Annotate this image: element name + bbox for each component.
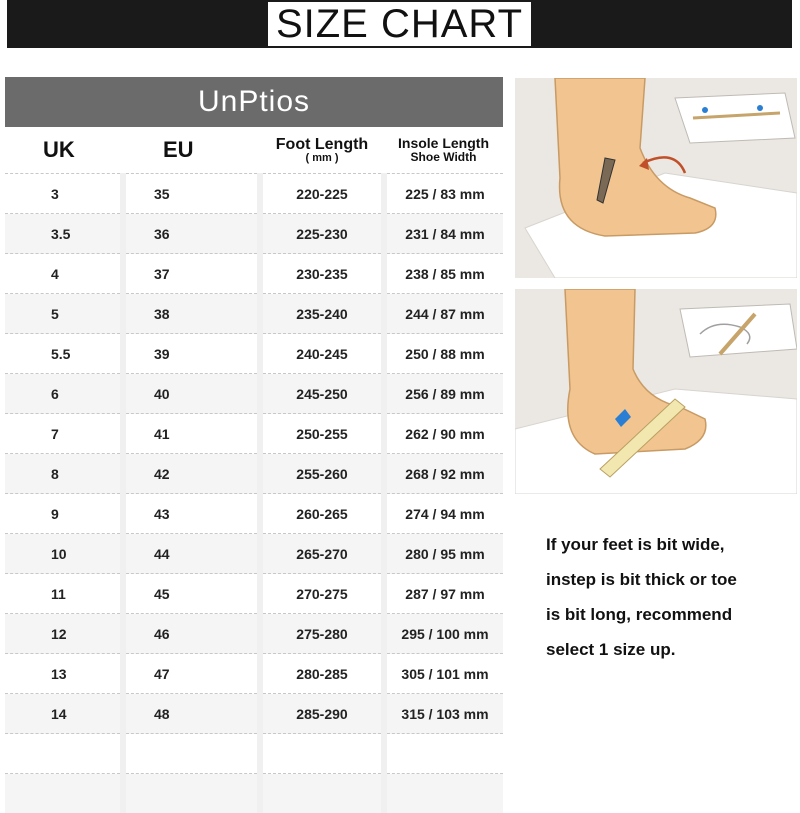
cell-uk: 4 (5, 254, 123, 294)
cell-foot-length: 265-270 (260, 534, 384, 574)
cell-eu: 40 (123, 374, 260, 414)
cell-foot-length (260, 774, 384, 813)
cell-foot-length: 285-290 (260, 694, 384, 734)
cell-insole-width: 225 / 83 mm (384, 174, 503, 214)
table-row (5, 374, 503, 414)
table-row (5, 694, 503, 734)
cell-foot-length (260, 734, 384, 774)
cell-uk: 14 (5, 694, 123, 734)
cell-insole-width: 280 / 95 mm (384, 534, 503, 574)
cell-insole-width: 287 / 97 mm (384, 574, 503, 614)
cell-eu: 42 (123, 454, 260, 494)
cell-insole-width: 274 / 94 mm (384, 494, 503, 534)
header-eu: EU (123, 127, 260, 174)
cell-eu: 41 (123, 414, 260, 454)
cell-uk: 7 (5, 414, 123, 454)
foot-length-measurement-illustration (515, 78, 797, 278)
foot-width-svg (515, 289, 797, 494)
cell-eu: 44 (123, 534, 260, 574)
size-table-panel (5, 77, 503, 800)
cell-foot-length: 275-280 (260, 614, 384, 654)
cell-uk: 9 (5, 494, 123, 534)
cell-insole-width (384, 774, 503, 813)
cell-eu: 47 (123, 654, 260, 694)
cell-uk: 8 (5, 454, 123, 494)
cell-foot-length: 245-250 (260, 374, 384, 414)
table-row (5, 254, 503, 294)
table-row (5, 614, 503, 654)
ruler-diagram-inset (675, 93, 795, 143)
table-row (5, 454, 503, 494)
cell-insole-width: 295 / 100 mm (384, 614, 503, 654)
table-row (5, 174, 503, 214)
table-row (5, 214, 503, 254)
cell-eu: 37 (123, 254, 260, 294)
header-foot-unit: ( mm ) (261, 153, 383, 164)
cell-eu: 46 (123, 614, 260, 654)
header-insole (384, 127, 503, 174)
cell-uk: 12 (5, 614, 123, 654)
table-row (5, 494, 503, 534)
cell-insole-width (384, 734, 503, 774)
header-foot-length (260, 127, 384, 174)
table-row (5, 534, 503, 574)
cell-insole-width: 305 / 101 mm (384, 654, 503, 694)
cell-foot-length: 230-235 (260, 254, 384, 294)
cell-eu: 35 (123, 174, 260, 214)
header-foot-length-label: Foot Length (261, 137, 383, 153)
cell-uk: 5.5 (5, 334, 123, 374)
note-line: select 1 size up. (546, 632, 796, 667)
cell-uk: 11 (5, 574, 123, 614)
cell-insole-width: 268 / 92 mm (384, 454, 503, 494)
size-chart-banner (7, 0, 792, 48)
cell-eu (123, 734, 260, 774)
cell-eu (123, 774, 260, 813)
header-insole-length: Insole Length (385, 135, 502, 151)
cell-foot-length: 270-275 (260, 574, 384, 614)
cell-uk: 3 (5, 174, 123, 214)
cell-uk: 6 (5, 374, 123, 414)
cell-uk (5, 774, 123, 813)
cell-eu: 43 (123, 494, 260, 534)
cell-foot-length: 240-245 (260, 334, 384, 374)
cell-insole-width: 256 / 89 mm (384, 374, 503, 414)
note-line: If your feet is bit wide, (546, 527, 796, 562)
table-row (5, 294, 503, 334)
table-row (5, 774, 503, 813)
note-line: instep is bit thick or toe (546, 562, 796, 597)
table-row (5, 574, 503, 614)
tape-diagram-inset (680, 304, 797, 357)
cell-uk: 13 (5, 654, 123, 694)
page-title: SIZE CHART (268, 2, 531, 46)
cell-eu: 39 (123, 334, 260, 374)
table-row (5, 334, 503, 374)
cell-uk (5, 734, 123, 774)
cell-uk: 10 (5, 534, 123, 574)
table-row (5, 654, 503, 694)
cell-insole-width: 231 / 84 mm (384, 214, 503, 254)
cell-eu: 48 (123, 694, 260, 734)
cell-insole-width: 262 / 90 mm (384, 414, 503, 454)
header-uk: UK (5, 127, 123, 174)
cell-eu: 36 (123, 214, 260, 254)
cell-foot-length: 225-230 (260, 214, 384, 254)
table-row (5, 414, 503, 454)
cell-eu: 38 (123, 294, 260, 334)
cell-uk: 3.5 (5, 214, 123, 254)
note-line: is bit long, recommend (546, 597, 796, 632)
cell-eu: 45 (123, 574, 260, 614)
cell-foot-length: 235-240 (260, 294, 384, 334)
cell-foot-length: 255-260 (260, 454, 384, 494)
table-row (5, 734, 503, 774)
cell-foot-length: 220-225 (260, 174, 384, 214)
cell-uk: 5 (5, 294, 123, 334)
cell-insole-width: 244 / 87 mm (384, 294, 503, 334)
cell-insole-width: 315 / 103 mm (384, 694, 503, 734)
size-recommendation-note (546, 527, 796, 667)
cell-insole-width: 238 / 85 mm (384, 254, 503, 294)
cell-foot-length: 250-255 (260, 414, 384, 454)
size-table (5, 127, 503, 813)
table-header-row (5, 127, 503, 174)
cell-foot-length: 280-285 (260, 654, 384, 694)
cell-insole-width: 250 / 88 mm (384, 334, 503, 374)
foot-length-svg (515, 78, 797, 278)
header-shoe-width: Shoe Width (385, 151, 502, 165)
foot-width-measurement-illustration (515, 289, 797, 494)
cell-foot-length: 260-265 (260, 494, 384, 534)
brand-name: UnPtios (5, 77, 503, 127)
